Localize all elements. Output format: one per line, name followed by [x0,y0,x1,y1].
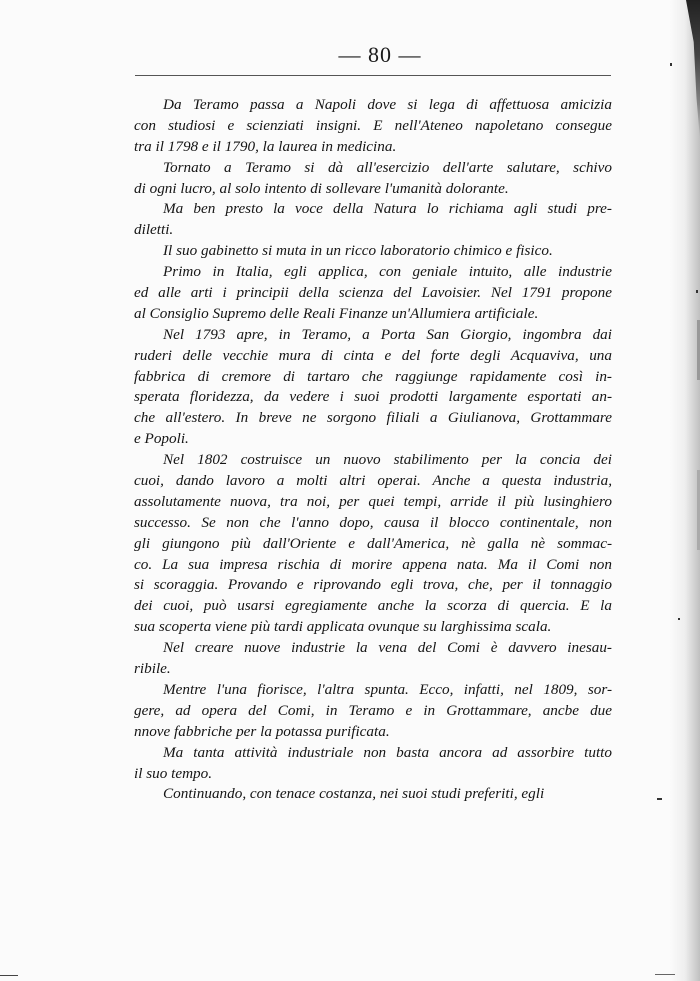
text-line: si scoraggia. Provando e riprovando egli trova, che, per il tonnaggio [134,576,612,594]
scan-speck [657,798,662,800]
text-line: successo. Se non che l'anno dopo, causa il blocco continentale, non [134,513,612,531]
text-line: al Consiglio Supremo delle Reali Finanze un'Allumiera artificiale. [134,304,539,322]
text-line: nnove fabbriche per la potassa purificata. [134,722,390,740]
text-line: Mentre l'una fiorisce, l'altra spunta. Ecco, infatti, nel 1809, sor- [163,680,612,698]
page-number: — 80 — [338,42,422,67]
text-line: fabbrica di cremore di tartaro che raggiunge rapidamente così in- [134,367,612,385]
text-line: Tornato a Teramo si dà all'esercizio dell'arte salutare, schivo [163,158,612,176]
text-line: ed alle arti i principii della scienza del Lavoisier. Nel 1791 propone [134,284,612,302]
text-line: che all'estero. In breve ne sorgono filiali a Giulianova, Grottammare [134,409,612,427]
text-line: sua scoperta viene più tardi applicata ovunque su larghissima scala. [134,618,552,636]
text-line: e Popoli. [134,430,189,448]
text-line: sperata floridezza, da vedere i suoi prodotti largamente esportati an- [134,388,612,406]
binding-edge-shadow [670,0,700,981]
text-line: di ogni lucro, al solo intento di sollevare l'umanità dolorante. [134,179,509,197]
text-line: diletti. [134,221,174,239]
text-line: assolutamente nuova, tra noi, per quei tempi, arride il più lusinghiero [134,492,612,510]
text-line: ribile. [134,660,171,678]
text-line: ruderi delle vecchie mura di cinta e del forte degli Acquaviva, una [134,346,612,364]
text-line: Ma ben presto la voce della Natura lo richiama agli studi pre- [163,200,612,218]
scan-speck [678,618,680,620]
text-line: gere, ad opera del Comi, in Teramo e in Grottammare, ancbe due [134,701,612,719]
text-line: con studiosi e scienziati insigni. E nell'Ateneo napoletano consegue [134,116,612,134]
header-rule [135,75,611,76]
text-line: Continuando, con tenace costanza, nei suoi studi preferiti, egli [163,785,545,803]
text-line: co. La sua impresa rischia di morire appena nata. Ma il Comi non [134,555,612,573]
text-line: cuoi, dando lavoro a molti altri operai. Anche a questa industria, [134,472,612,490]
text-line: Nel creare nuove industrie la vena del Comi è davvero inesau- [163,639,612,657]
scan-speck [696,290,698,293]
scan-mark-bottom-left [0,975,18,976]
body-text [134,95,612,805]
text-line: il suo tempo. [134,764,213,782]
text-line: Nel 1793 apre, in Teramo, a Porta San Giorgio, ingombra dai [163,325,612,343]
text-line: Nel 1802 costruisce un nuovo stabilimento per la concia dei [163,451,612,469]
text-line: Il suo gabinetto si muta in un ricco laboratorio chimico e fisico. [163,242,553,260]
text-line: gli giungono più dall'Oriente e dall'America, nè galla nè sommac- [134,534,612,552]
text-line: tra il 1798 e il 1790, la laurea in medicina. [134,137,397,155]
text-line: dei cuoi, può usarsi egregiamente anche la scorza di quercia. E la [134,597,612,615]
scan-mark-bottom-right [655,974,675,975]
text-line: Ma tanta attività industriale non basta ancora ad assorbire tutto [163,743,612,761]
text-line: Primo in Italia, egli applica, con geniale intuito, alle industrie [163,263,612,281]
text-line: Da Teramo passa a Napoli dove si lega di affettuosa amicizia [163,96,612,113]
